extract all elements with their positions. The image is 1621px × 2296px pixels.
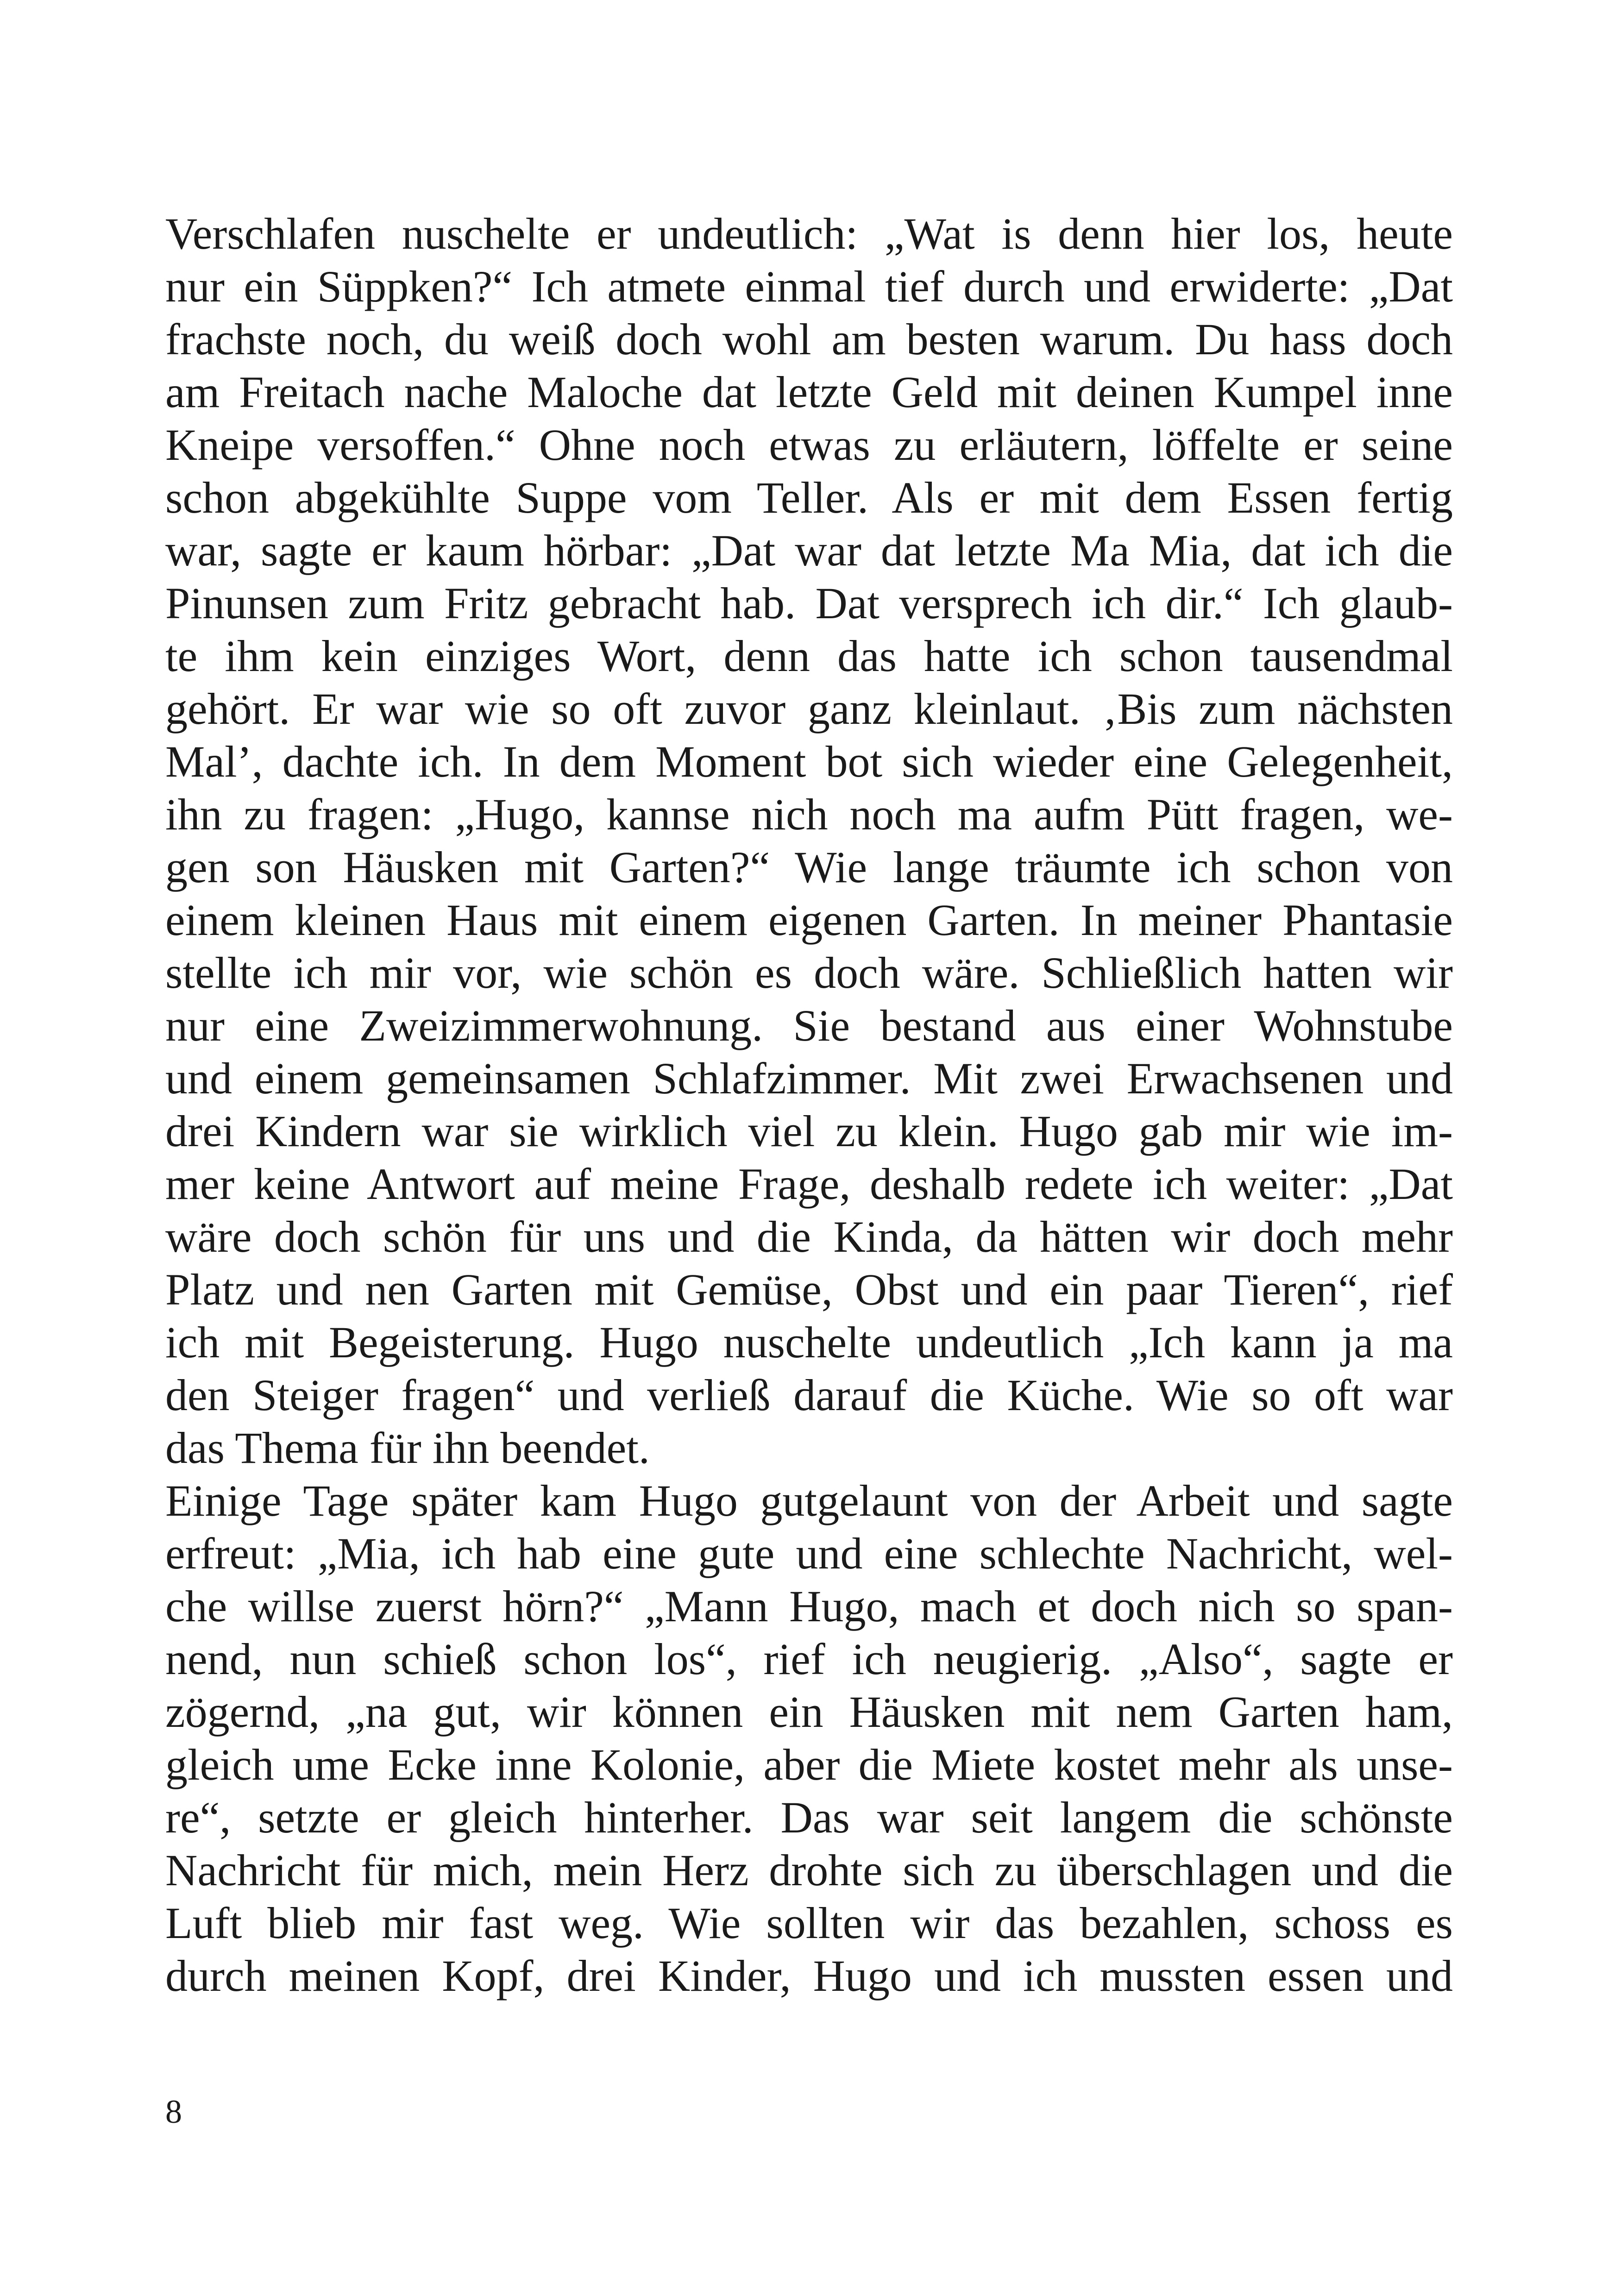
text-line: Platz und nen Garten mit Gemüse, Obst und ein paar Tieren“, rief — [165, 1265, 1453, 1314]
text-line: Kneipe versoffen.“ Ohne noch etwas zu erläutern, löffelte er seine — [165, 420, 1453, 470]
text-line: gen son Häusken mit Garten?“ Wie lange träumte ich schon von — [165, 842, 1453, 892]
text-line: durch meinen Kopf, drei Kinder, Hugo und ich mussten essen und — [165, 1951, 1453, 2001]
text-line: den Steiger fragen“ und verließ darauf die Küche. Wie so oft war — [165, 1370, 1453, 1420]
text-line: und einem gemeinsamen Schlafzimmer. Mit zwei Erwachsenen und — [165, 1054, 1453, 1103]
text-line: nur eine Zweizimmerwohnung. Sie bestand aus einer Wohnstube — [165, 1001, 1453, 1050]
text-line: am Freitach nache Maloche dat letzte Geld mit deinen Kumpel inne — [165, 367, 1453, 417]
page-number: 8 — [165, 2093, 182, 2130]
text-line: ihn zu fragen: „Hugo, kannse nich noch ma aufm Pütt fragen, we- — [165, 790, 1453, 839]
text-line: ich mit Begeisterung. Hugo nuschelte undeutlich „Ich kann ja ma — [165, 1317, 1453, 1367]
text-line: schon abgekühlte Suppe vom Teller. Als er mit dem Essen fertig — [165, 473, 1453, 522]
text-line: nend, nun schieß schon los“, rief ich neugierig. „Also“, sagte er — [165, 1634, 1453, 1684]
text-line: Pinunsen zum Fritz gebracht hab. Dat versprech ich dir.“ Ich glaub- — [165, 578, 1453, 628]
text-line: wäre doch schön für uns und die Kinda, da hätten wir doch mehr — [165, 1212, 1453, 1261]
text-line: te ihm kein einziges Wort, denn das hatte ich schon tausendmal — [165, 631, 1453, 681]
text-line: frachste noch, du weiß doch wohl am besten warum. Du hass doch — [165, 314, 1453, 364]
body-text — [165, 207, 1453, 2002]
text-line: che willse zuerst hörn?“ „Mann Hugo, mach et doch nich so span- — [165, 1581, 1453, 1631]
text-line: zögernd, „na gut, wir können ein Häusken mit nem Garten ham, — [165, 1687, 1453, 1737]
text-line: einem kleinen Haus mit einem eigenen Garten. In meiner Phantasie — [165, 895, 1453, 945]
text-line: Luft blieb mir fast weg. Wie sollten wir das bezahlen, schoss es — [165, 1898, 1453, 1948]
text-line: das Thema für ihn beendet. — [165, 1423, 650, 1473]
text-line: nur ein Süppken?“ Ich atmete einmal tief durch und erwiderte: „Dat — [165, 262, 1453, 311]
text-line: Einige Tage später kam Hugo gutgelaunt von der Arbeit und sagte — [165, 1476, 1453, 1525]
text-line: drei Kindern war sie wirklich viel zu klein. Hugo gab mir wie im- — [165, 1106, 1453, 1156]
text-line: mer keine Antwort auf meine Frage, deshalb redete ich weiter: „Dat — [165, 1159, 1453, 1209]
text-line: gehört. Er war wie so oft zuvor ganz kleinlaut. ‚Bis zum nächsten — [165, 684, 1453, 734]
text-line: erfreut: „Mia, ich hab eine gute und eine schlechte Nachricht, wel- — [165, 1529, 1453, 1578]
text-line: stellte ich mir vor, wie schön es doch wäre. Schließlich hatten wir — [165, 948, 1453, 997]
text-line: gleich ume Ecke inne Kolonie, aber die Miete kostet mehr als unse- — [165, 1740, 1453, 1789]
text-line: re“, setzte er gleich hinterher. Das war seit langem die schönste — [165, 1793, 1453, 1842]
text-line: Verschlafen nuschelte er undeutlich: „Wat is denn hier los, heute — [165, 209, 1453, 258]
text-line: Nachricht für mich, mein Herz drohte sich zu überschlagen und die — [165, 1845, 1453, 1895]
text-line: war, sagte er kaum hörbar: „Dat war dat letzte Ma Mia, dat ich die — [165, 526, 1453, 575]
text-line: Mal’, dachte ich. In dem Moment bot sich wieder eine Gelegenheit, — [165, 737, 1453, 786]
